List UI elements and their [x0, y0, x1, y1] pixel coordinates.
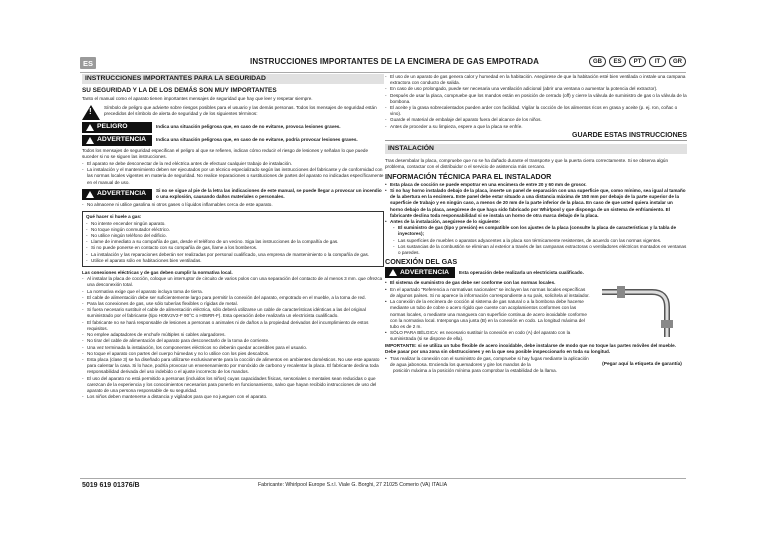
installation-text: Tras desembalar la placa, compruebe que no se ha dañado durante el transporte y que la puerta cierra correctamente. Si se observa algún problema, contactar con el distribuidor o el servicio de asistencia más cercano.	[385, 158, 669, 170]
list-item: - El cable de alimentación debe ser suficientemente largo para permitir la conexión del aparato, empotrado en el mueble, a la toma de red.	[82, 295, 384, 301]
warning-icon	[86, 137, 94, 144]
advertencia2-text: Si no se sigue al pie de la letra las indicaciones de este manual, se puede llegar a provocar un incendio o una explosión, causando daños materiales o personales.	[156, 187, 382, 200]
tech-sublist	[385, 225, 687, 256]
advertencia2-label-text: ADVERTENCIA	[97, 189, 147, 197]
list-item: - Esta placa (clase 3) se ha diseñado para utilizarse exclusivamente para la cocción de alimentos en ambientes domésticos. No use este aparato para calentar la casa. Si lo hace, podría provocar un envenenamiento por monóxido de carbono y recalentar la placa. El fabricante declina toda responsabilidad derivada del uso indebido o el ajuste incorrecto de los mandos.	[82, 357, 384, 376]
list-item: - En caso de uso prolongado, puede ser necesaria una ventilación adicional (abrir una ventana o aumentar la potencia del extractor).	[385, 86, 687, 92]
list-item: - El aparato se debe desconectar de la red eléctrica antes de efectuar cualquier trabajo de instalación.	[82, 161, 384, 167]
list-item: - No intente encender ningún aparato.	[86, 221, 380, 227]
list-item: - Si no puede ponerse en contacto con su compañía de gas, llame a los bomberos.	[86, 245, 380, 251]
bottom-divider	[80, 478, 686, 479]
advertencia-text: Indica una situación peligrosa que, en caso de no evitarse, podría provocar lesiones graves.	[156, 137, 358, 142]
list-item: - Antes de proceder a su limpieza, espere a que la placa se enfríe.	[385, 124, 687, 130]
gas-list	[385, 280, 591, 342]
advertencia2-label	[82, 189, 152, 200]
list-item: - Los niños deben mantenerse a distancia y vigilados para que no jueguen con el aparato.	[82, 394, 384, 400]
list-item: - Los sustancias de la combustión se eliminan al exterior a través de las campanas extractoras o ventiladores eléctricos montados en ventanas o paredes.	[393, 244, 687, 256]
gas-connection-title: CONEXIÓN DEL GAS	[385, 257, 458, 267]
lang-gr[interactable]: GR	[669, 56, 686, 67]
connections-title: Las conexiones eléctricas y de gas deben cumplir la normativa local.	[82, 270, 233, 276]
list-item: - Para las conexiones de gas, use sólo tuberías flexibles o rígidas de metal.	[82, 301, 384, 307]
list-item: • Si no hay horno instalado debajo de la placa, inserte un panel de separación con una superficie que, como mínimo, sea igual al tamaño de la abertura en la encimera. Este panel debe estar situado a una distancia máxima de 150 mm por debajo de la parte superior de la superficie de trabajo y en ningún caso, a menos de 20 mm de la parte inferior de la placa. En caso de que usted quiera instalar un horno debajo de la placa, asegúrese de que haya sido fabricado por Whirlpool y que disponga de un sistema de enfriamiento. El fabricante declina toda responsabilidad si se instala un horno de otra marca debajo de la placa.	[385, 188, 687, 219]
list-item: • En el apartado "Referencia a normativas nacionales" se incluyen las normas locales específicas de algunos países. Si no aparece la información correspondiente a su país, solicítela al instalador.	[385, 287, 591, 299]
manufacturer-info: Fabricante: Whirlpool Europe S.r.l. Viale G. Borghi, 27 21025 Comerio (VA) ITALIA	[258, 482, 448, 488]
list-item: - La instalación y las reparaciones deberán ser realizadas por personal cualificado, una empresa de mantenimiento o la compañía de gas.	[86, 252, 380, 258]
list-item: - Después de usar la placa, compruebe que los mandos están en posición de cerrado (off) y cierre la válvula de suministro de gas o la válvula de la bombona.	[385, 93, 687, 105]
gas-details-row	[385, 280, 687, 342]
document-code: 5019 619 01376/B	[82, 482, 140, 489]
list-item: - Las superficies de muebles o aparatos adyacentes a la placa son térmicamente resistentes, de acuerdo con las normas vigentes.	[393, 238, 687, 244]
gas-warning-label	[385, 267, 455, 278]
list-item: - Una vez terminada la instalación, los componentes eléctricos no deberán quedar accesibles para el usuario.	[82, 345, 384, 351]
gas-smell-box	[82, 211, 384, 267]
flame-line: posición máxima a la posición mínima para comprobar la estabilidad de la llama.	[393, 368, 557, 374]
final-block	[385, 356, 591, 376]
connections-list	[82, 276, 384, 400]
lang-pt[interactable]: PT	[629, 56, 646, 67]
warning-icon	[86, 191, 94, 198]
list-item: - No almacene ni utilice gasolina ni otros gases o líquidos inflamables cerca de este aparato.	[82, 202, 384, 208]
para-safety: Todos los mensajes de seguridad especifican el peligro al que se refieren, indican cómo reducir el riesgo de lesiones y señalan lo que puede suceder si no se siguen las instrucciones.	[82, 147, 369, 159]
list-item: - El uso del aparato no está permitido a personas (incluidos los niños) cuyas capacidades físicas, sensoriales o mentales sean reducidas o que carezcan de la experiencia y los conocimientos necesarios para ponerlo en funcionamiento, salvo que hayan recibido instrucciones de uso del aparato de una persona responsable de su seguridad.	[82, 376, 384, 395]
important-note: IMPORTANTE: si se utiliza un tubo flexible de acero inoxidable, debe instalarse de modo que no toque las partes móviles del mueble. Debe pasar por una zona sin obstrucciones y en la que sea posible inspeccionarlo en toda su longitud.	[385, 342, 676, 354]
peligro-text: Indica una situación peligrosa que, en caso de no evitarse, provoca lesiones graves.	[156, 124, 341, 129]
lang-gb[interactable]: GB	[589, 56, 606, 67]
list-item: - Llame de inmediato a su compañía de gas, desde el teléfono de un vecino. Siga las instrucciones de la compañía de gas.	[86, 239, 380, 245]
gas-pipe-diagram-icon	[597, 282, 687, 342]
list-item: - Guarde el material de embalaje del aparato fuera del alcance de los niños.	[385, 117, 687, 123]
lang-es[interactable]: ES	[609, 56, 626, 67]
list-item: - Al instalar la placa de cocción, coloque un interruptor de circuito de varios polos con una separación del contacto de al menos 3 mm. que ofrezca una desconexión total.	[82, 276, 384, 288]
peligro-label-text: PELIGRO	[97, 123, 128, 130]
installation-title: INSTALACIÓN	[385, 144, 687, 154]
advertencia2-block	[82, 188, 384, 200]
tech-info-title: INFORMACIÓN TÉCNICA PARA EL INSTALADOR	[385, 171, 552, 181]
list-item: - La normativa exige que el aparato incluya toma de tierra.	[82, 289, 384, 295]
list-item: • Esta placa de cocción se puede empotrar en una encimera de entre 20 y 60 mm de grosor.	[385, 182, 687, 188]
list-item: - Si fuera necesario sustituir el cable de alimentación eléctrica, sólo deberá utilizarse un cable de características idénticas a las del original suministrado por el fabricante (tipo H05V2V2-F 90°C o H05RR-F). Esta operación debe realizarla un electricista cualificado.	[82, 307, 384, 319]
gas-warning-label-text: ADVERTENCIA	[400, 268, 450, 276]
safety-heading: SU SEGURIDAD Y LA DE LOS DEMÁS SON MUY IMPORTANTES	[82, 87, 277, 95]
list-item: - No toque ningún conmutador eléctrico.	[86, 227, 380, 233]
tech-list	[385, 182, 687, 225]
save-instructions-title: GUARDE ESTAS INSTRUCCIONES	[385, 133, 687, 141]
list-item: - Utilice el aparato sólo en habitaciones bien ventiladas.	[86, 258, 380, 264]
list-item: • Tras realizar la conexión con el suministro de gas, compruebe si hay fugas mediante la aplicación de agua jabonosa. Encienda los quemadores y gire los mandos de la	[385, 356, 591, 368]
symbol-block	[82, 105, 384, 120]
list-item: • SÓLO PARA BÉLGICA: es necesario sustituir la conexión en codo (A) del aparato con la suministrada (si se dispone de ella).	[385, 330, 591, 342]
language-badge: ES	[80, 57, 96, 69]
list-item: - La instalación y el mantenimiento deben ser ejecutados por un técnico especializado según las instrucciones del fabricante y de conformidad con las normas locales vigentes en materia de seguridad. No realice reparaciones o sustituciones de partes del aparato no indicadas específicamente en el manual de uso.	[82, 167, 384, 186]
warranty-label-note: (Pegar aquí la etiqueta de garantía)	[602, 361, 682, 367]
safety-section-title: INSTRUCCIONES IMPORTANTES PARA LA SEGURIDAD	[82, 74, 384, 84]
left-column	[82, 74, 384, 400]
intro-text: Tanto el manual como el aparato tienen importantes mensajes de seguridad que hay que leer y respetar siempre.	[82, 96, 313, 102]
advertencia-label-text: ADVERTENCIA	[97, 136, 147, 143]
warning-icon	[86, 124, 94, 131]
list-item: - El uso de un aparato de gas genera calor y humedad en la habitación. Asegúrese de que la habitación esté bien ventilada o instale una campana extractora con conducto de salida.	[385, 74, 687, 86]
symbol-text: Símbolo de peligro que advierte sobre riesgos posibles para el usuario y las demás personas. Todos los mensajes de seguridad están precedidos del símbolo de alerta de seguridad y de los siguientes términos:	[104, 104, 377, 116]
list-item: - No toque el aparato con partes del cuerpo húmedas y no lo utilice con los pies descalzos.	[82, 351, 384, 357]
gas-text-block	[385, 280, 591, 342]
list-item: - No utilice ningún teléfono del edificio.	[86, 233, 380, 239]
final-row	[385, 356, 687, 376]
box-title: Qué hacer si huele a gas:	[86, 214, 142, 220]
warning-triangle-icon	[82, 105, 100, 120]
list-gasoline	[82, 202, 384, 208]
list-item: - No emplee adaptadores de enchufe múltiples ni cables alargadores.	[82, 332, 384, 338]
warning-icon	[389, 269, 397, 276]
gas-warning-text: Esta operación debe realizarla un electricista cualificado.	[459, 269, 584, 275]
list-item: - El suministro de gas (tipo y presión) es compatible con los ajustes de la placa (consulte la placa de características y la tabla de inyectores);	[393, 225, 687, 237]
document-title: INSTRUCCIONES IMPORTANTES DE LA ENCIMERA DE GAS EMPOTRADA	[250, 57, 539, 66]
list-item: • El sistema de suministro de gas debe ser conforme con las normas locales.	[385, 280, 591, 286]
ventilation-list	[385, 74, 687, 130]
list-item: • La conexión de la encimera de cocción al sistema de gas natural o a la bombona debe hacerse mediante un tubo de cobre o acero rígido que cuente con acoplamientos conformes con las normas locales, o mediante una manguera con superficie continua de acero inoxidable conforme con la normativa local. Interponga una junta (B) en la conexión en codo. La longitud máxima del tubo es de 2 m.	[385, 299, 591, 330]
lang-it[interactable]: IT	[649, 56, 666, 67]
advertencia-block	[82, 135, 384, 146]
peligro-block	[82, 122, 384, 133]
right-column	[385, 74, 687, 376]
list-item: - No tirar del cable de alimentación del aparato para desconectarlo de la toma de corriente.	[82, 338, 384, 344]
list-item: • Antes de la instalación, asegúrese de lo siguiente:	[385, 219, 687, 225]
list-install	[82, 161, 384, 186]
list-item: - El fabricante no se hará responsable de lesiones a personas o animales ni de daños a la propiedad derivados del incumplimiento de estos requisitos.	[82, 320, 384, 332]
advertencia-label	[82, 135, 152, 146]
gas-warning-block	[385, 267, 687, 278]
top-divider	[80, 72, 686, 73]
peligro-label	[82, 122, 152, 133]
list-item: - El aceite y la grasa sobrecalentados pueden arder con facilidad. Vigilar la cocción de los alimentos ricos en grasa y aceite (p. ej. ron, coñac o vino).	[385, 105, 687, 117]
language-selector	[589, 56, 686, 67]
